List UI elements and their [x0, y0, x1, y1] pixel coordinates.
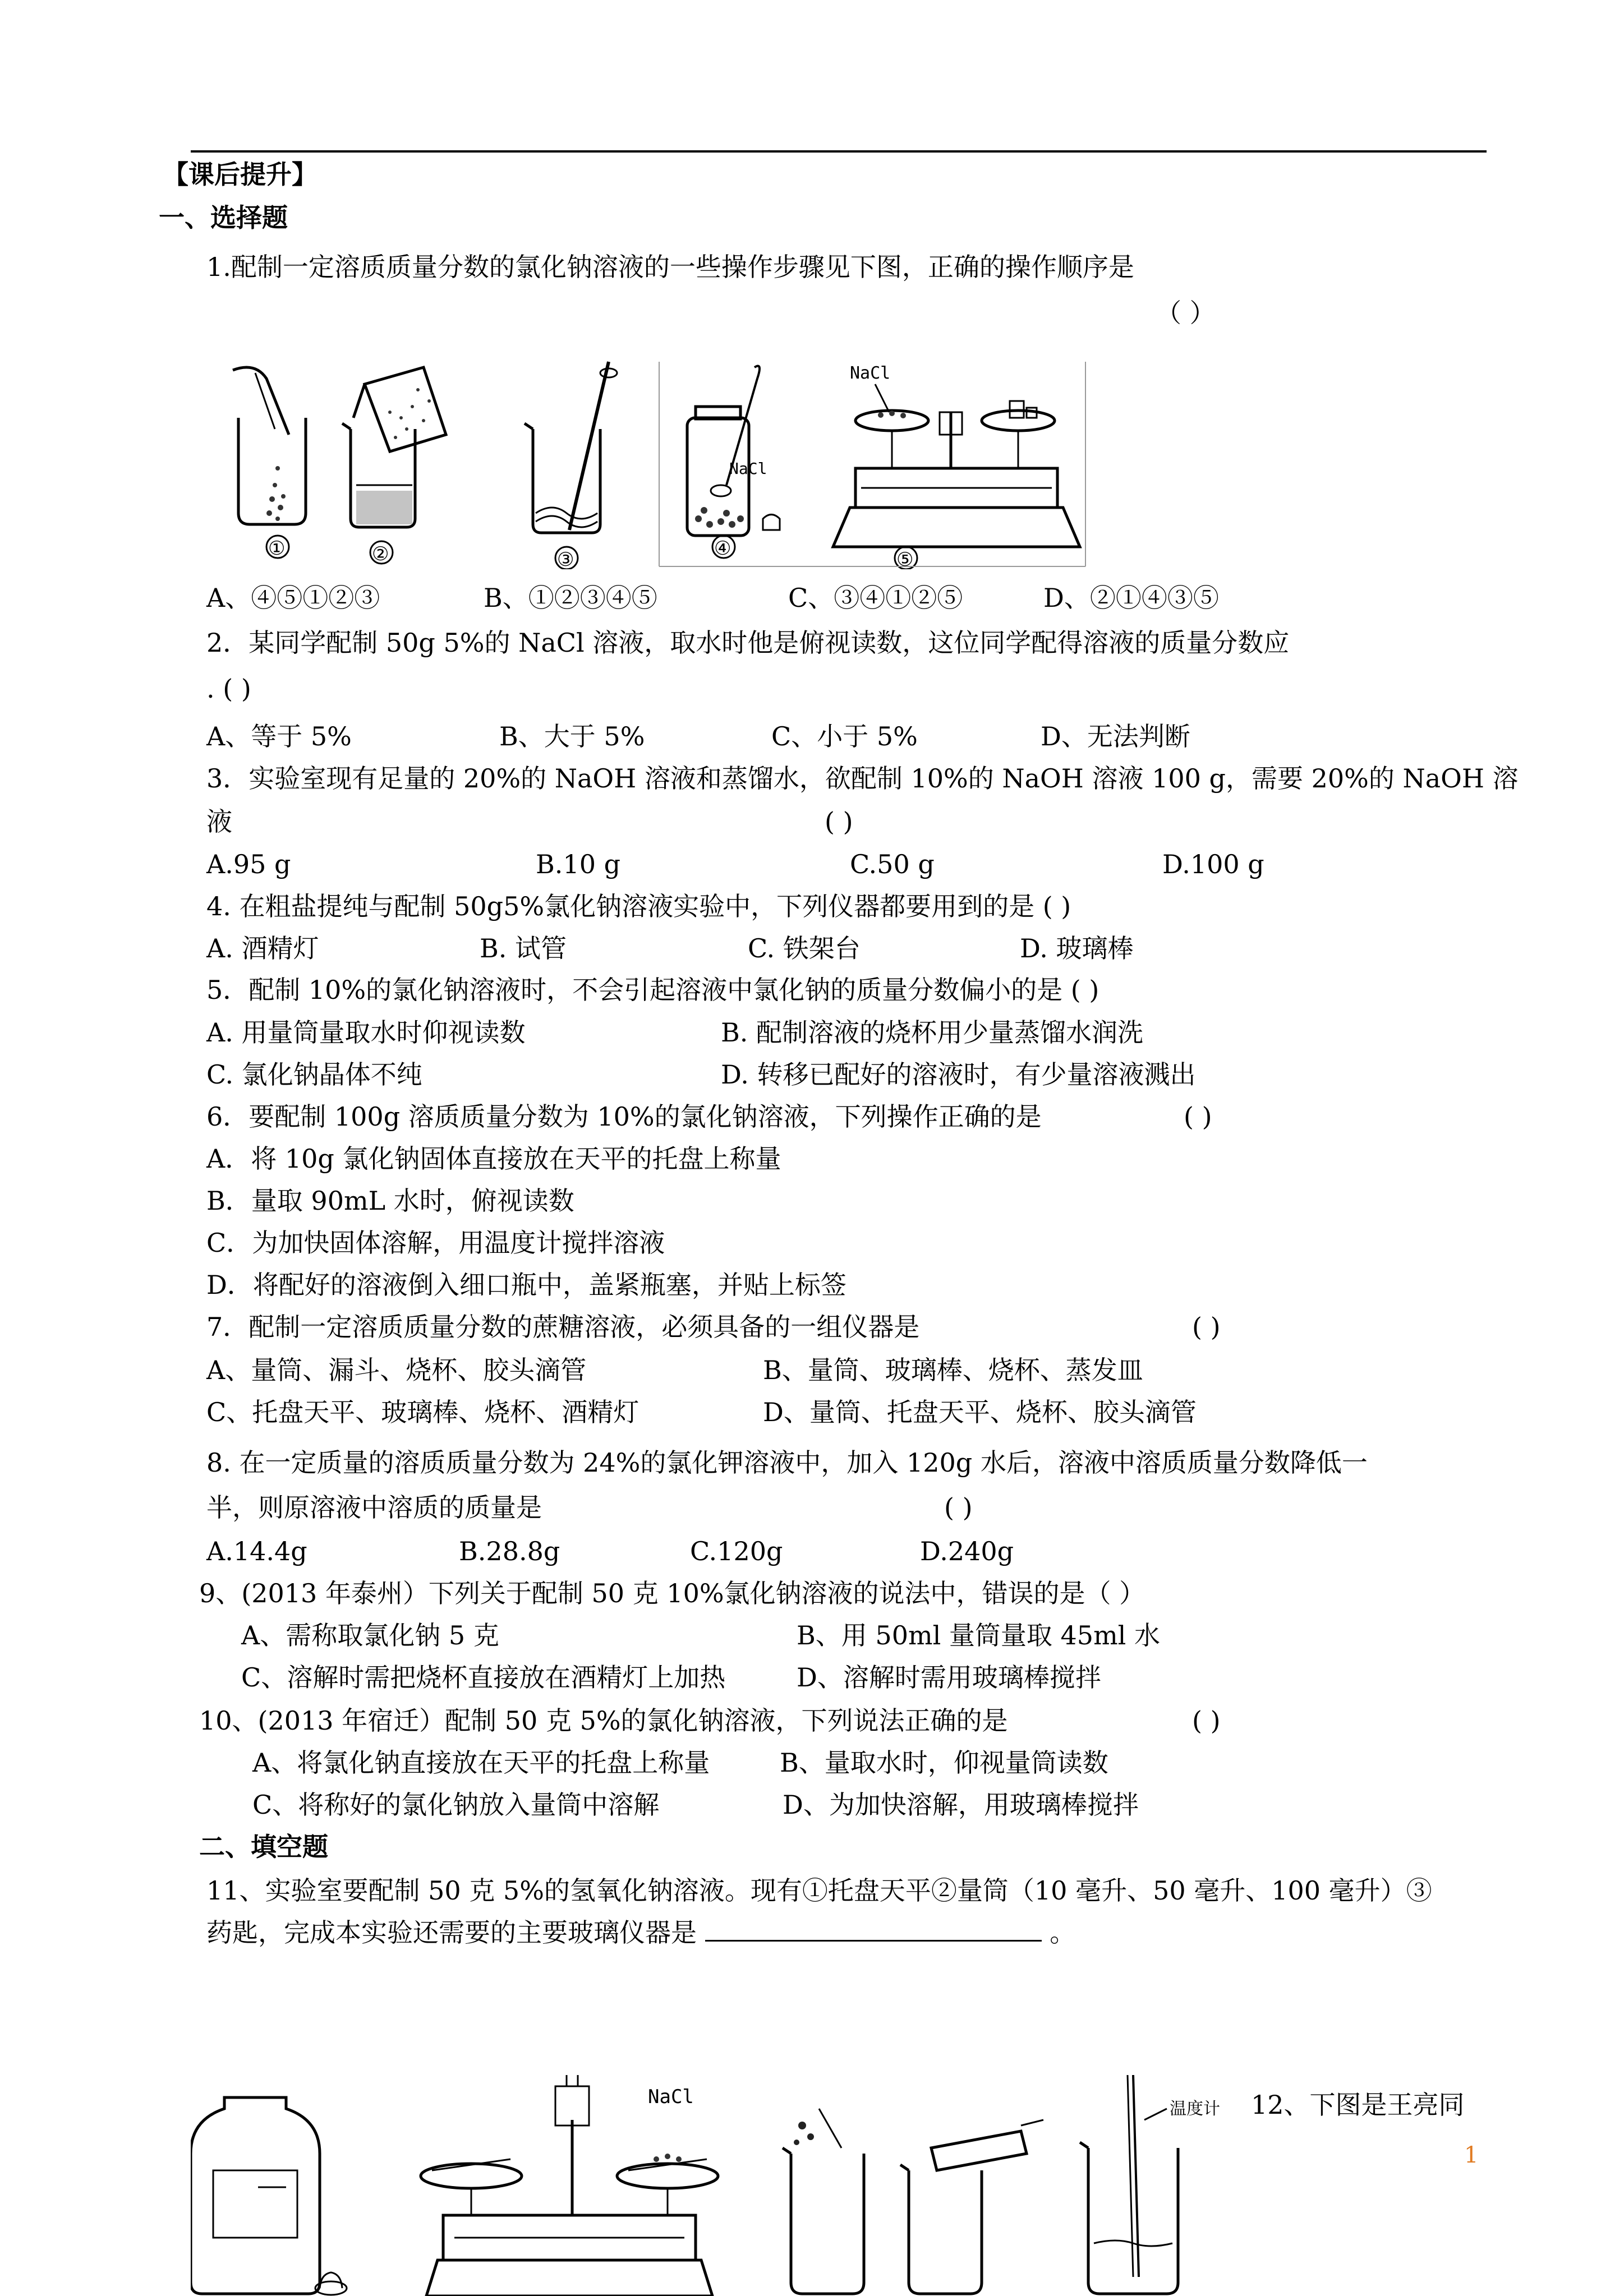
- q10-option-d: D、为加快溶解，用玻璃棒搅拌: [783, 1790, 1139, 1820]
- q8-answer-paren: ( ): [944, 1492, 973, 1523]
- svg-text:NaCl: NaCl: [729, 459, 767, 478]
- q4-option-a: A. 酒精灯: [206, 933, 319, 963]
- q7-answer-paren: ( ): [1192, 1312, 1221, 1342]
- q3-answer-paren: ( ): [825, 806, 853, 837]
- q6-option-c: C．为加快固体溶解，用温度计搅拌溶液: [206, 1228, 665, 1258]
- q3-option-c: C.50 g: [850, 849, 935, 879]
- q1-stem: 1.配制一定溶质质量分数的氯化钠溶液的一些操作步骤见下图，正确的操作顺序是: [206, 252, 1134, 282]
- q11-prefix: 药匙，完成本实验还需要的主要玻璃仪器是: [206, 1917, 697, 1948]
- q3-option-d: D.100 g: [1162, 849, 1264, 879]
- q4-stem: 4. 在粗盐提纯与配制 50g5%氯化钠溶液实验中，下列仪器都要用到的是 ( ): [206, 891, 1071, 921]
- q7-stem: 7．配制一定溶质质量分数的蔗糖溶液，必须具备的一组仪器是: [206, 1312, 920, 1342]
- q6-answer-paren: ( ): [1184, 1101, 1212, 1132]
- q6-stem: 6．要配制 100g 溶质质量分数为 10%的氯化钠溶液，下列操作正确的是: [206, 1101, 1042, 1132]
- q11-suffix: 。: [1050, 1917, 1076, 1948]
- q10-option-c: C、将称好的氯化钠放入量筒中溶解: [252, 1790, 660, 1820]
- q10-answer-paren: ( ): [1192, 1705, 1221, 1736]
- q4-option-b: B. 试管: [480, 933, 567, 963]
- q7-option-d: D、量筒、托盘天平、烧杯、胶头滴管: [763, 1397, 1197, 1427]
- q1-option-a: A、④⑤①②③: [206, 583, 380, 613]
- q1-fig-label-4: ④: [714, 537, 732, 560]
- q7-option-b: B、量筒、玻璃棒、烧杯、蒸发皿: [763, 1355, 1143, 1385]
- q1-option-b: B、①②③④⑤: [484, 583, 657, 613]
- q2-stem: 2．某同学配制 50g 5%的 NaCl 溶液，取水时他是俯视读数，这位同学配得溶液的质量分数应: [206, 628, 1290, 658]
- q6-option-d: D．将配好的溶液倒入细口瓶中，盖紧瓶塞，并贴上标签: [206, 1270, 846, 1300]
- q1-fig-label-3: ③: [557, 548, 574, 571]
- q8-option-c: C.120g: [690, 1536, 783, 1566]
- q1-fig-label-2: ②: [372, 543, 389, 565]
- beaker-with-thermometer: [1080, 2075, 1220, 2294]
- q10-option-a: A、将氯化钠直接放在天平的托盘上称量: [252, 1748, 710, 1778]
- q4-option-c: C. 铁架台: [748, 933, 861, 963]
- balance-weighing-nacl: [833, 363, 1080, 569]
- q3-option-a: A.95 g: [206, 849, 291, 879]
- svg-text:NaCl: NaCl: [648, 2086, 694, 2108]
- beaker-pouring-solid: [233, 367, 306, 558]
- q8-option-b: B.28.8g: [459, 1536, 560, 1566]
- q1-fig-label-1: ①: [268, 537, 286, 560]
- q5-option-a: A. 用量筒量取水时仰视读数: [206, 1017, 526, 1048]
- reagent-bottle: [191, 2097, 347, 2295]
- q8-option-d: D.240g: [920, 1536, 1014, 1566]
- q1-figure: [222, 356, 1097, 569]
- beaker-pouring-water: [342, 367, 446, 564]
- q3-option-b: B.10 g: [536, 849, 621, 879]
- q9-option-d: D、溶解时需用玻璃棒搅拌: [797, 1662, 1101, 1693]
- q12-figure: [191, 2075, 1245, 2296]
- balance: [421, 2075, 718, 2296]
- q12-stem: 12、下图是王亮同: [1251, 2090, 1465, 2120]
- q2-answer-paren: . ( ): [206, 674, 251, 704]
- q7-option-a: A、量筒、漏斗、烧杯、胶头滴管: [206, 1355, 587, 1385]
- worksheet-heading: 【课后提升】: [163, 159, 318, 190]
- q9-option-b: B、用 50ml 量筒量取 45ml 水: [797, 1620, 1161, 1650]
- q6-option-b: B．量取 90mL 水时，俯视读数: [206, 1186, 574, 1216]
- q2-option-a: A、等于 5%: [206, 721, 352, 751]
- q3-stem-cont: 液: [206, 806, 232, 837]
- q2-option-d: D、无法判断: [1041, 721, 1190, 751]
- top-rule: [191, 150, 1487, 153]
- reagent-jar-nacl: [687, 366, 780, 559]
- q1-fig-label-5: ⑤: [896, 548, 914, 571]
- q1-option-d: D、②①④③⑤: [1043, 583, 1219, 613]
- q5-option-b: B. 配制溶液的烧杯用少量蒸馏水润洗: [721, 1017, 1144, 1048]
- beaker-with-cylinder: [900, 2120, 1043, 2294]
- q3-stem: 3．实验室现有足量的 20%的 NaOH 溶液和蒸馏水，欲配制 10%的 NaOH 溶液 100 g，需要 20%的 NaOH 溶: [206, 763, 1519, 794]
- q1-option-c: C、③④①②⑤: [788, 583, 963, 613]
- q2-option-c: C、小于 5%: [771, 721, 918, 751]
- q6-option-a: A．将 10g 氯化钠固体直接放在天平的托盘上称量: [206, 1144, 781, 1174]
- q2-option-b: B、大于 5%: [499, 721, 645, 751]
- q5-stem: 5．配制 10%的氯化钠溶液时，不会引起溶液中氯化钠的质量分数偏小的是 ( ): [206, 975, 1099, 1005]
- q8-stem: 8. 在一定质量的溶质质量分数为 24%的氯化钾溶液中，加入 120g 水后，溶液中溶质质量分数降低一: [206, 1447, 1368, 1478]
- q11-stem: 11、实验室要配制 50 克 5%的氢氧化钠溶液。现有①托盘天平②量筒（10 毫升、50 毫升、100 毫升）③: [206, 1875, 1432, 1906]
- section-title-choice: 一、选择题: [159, 202, 288, 233]
- q9-stem: 9、(2013 年泰州）下列关于配制 50 克 10%氯化钠溶液的说法中，错误的是（ ）: [199, 1578, 1145, 1608]
- section-title-fill: 二、填空题: [199, 1832, 328, 1862]
- q7-option-c: C、托盘天平、玻璃棒、烧杯、酒精灯: [206, 1397, 640, 1427]
- q4-option-d: D. 玻璃棒: [1020, 933, 1134, 963]
- q8-stem-cont: 半，则原溶液中溶质的质量是: [206, 1492, 542, 1523]
- beaker-stirring: [525, 362, 617, 569]
- svg-text:NaCl: NaCl: [850, 363, 891, 383]
- q10-option-b: B、量取水时，仰视量筒读数: [780, 1748, 1108, 1778]
- q5-option-c: C. 氯化钠晶体不纯: [206, 1059, 422, 1090]
- page-number: 1: [1464, 2142, 1479, 2168]
- q11-answer-blank[interactable]: [705, 1920, 1042, 1942]
- q11-stem-cont: [206, 1917, 1075, 1948]
- q1-answer-paren: （ ）: [1156, 298, 1216, 328]
- q9-option-a: A、需称取氯化钠 5 克: [241, 1620, 499, 1650]
- q5-option-d: D. 转移已配好的溶液时，有少量溶液溅出: [721, 1059, 1196, 1090]
- svg-text:温度计: 温度计: [1170, 2099, 1220, 2119]
- q10-stem: 10、(2013 年宿迁）配制 50 克 5%的氯化钠溶液，下列说法正确的是: [199, 1705, 1008, 1736]
- beaker-with-spoon: [783, 2109, 864, 2294]
- q9-option-c: C、溶解时需把烧杯直接放在酒精灯上加热: [241, 1662, 726, 1693]
- q8-option-a: A.14.4g: [206, 1536, 307, 1566]
